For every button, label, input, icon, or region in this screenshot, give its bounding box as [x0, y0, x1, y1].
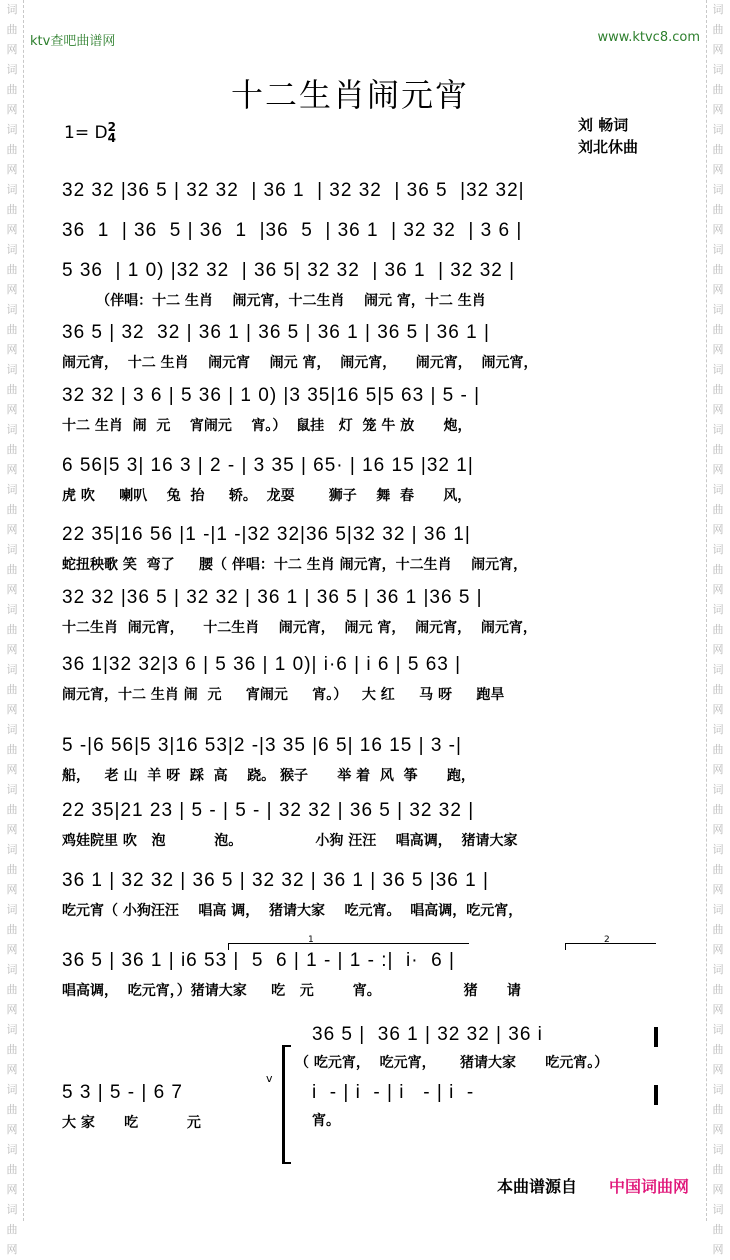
watermark-text: 词 曲 网: [6, 1203, 18, 1256]
watermark-text: 词 曲 网: [712, 423, 724, 476]
score-line-lyrics: 十二 生肖 闹 元 宵闹元 宵。） 鼠挂 灯 笼 牛 放 炮，: [62, 418, 472, 434]
score-line-notes: 6 56|5 3| 16 3 | 2 - | 3 35 | 65· | 16 15 |32 1|: [62, 455, 474, 476]
watermark-text: 词 曲 网: [6, 123, 18, 176]
watermark-text: 词 曲 网: [712, 63, 724, 116]
score-line-lyrics: 闹元宵， 十二 生肖 闹元宵 闹元 宵， 闹元宵， 闹元宵， 闹元宵，: [62, 355, 538, 371]
final-barline-upper: [654, 1027, 658, 1047]
watermark-text: 词 曲 网: [712, 303, 724, 356]
score-line-notes: 5 36 | 1 0) |32 32 | 36 5| 32 32 | 36 1 | 32 32 |: [62, 260, 516, 281]
watermark-text: 词 曲 网: [6, 543, 18, 596]
watermark-text: 词 曲 网: [712, 243, 724, 296]
time-sig-bottom: 4: [107, 131, 116, 145]
source-label: 本曲谱源自: [497, 1177, 578, 1196]
score-line-lyrics: 十二生肖 闹元宵， 十二生肖 闹元宵， 闹元 宵， 闹元宵， 闹元宵，: [62, 620, 537, 636]
watermark-text: 词 曲 网: [6, 843, 18, 896]
watermark-text: 词 曲 网: [712, 603, 724, 656]
right-watermark-column: [708, 0, 728, 1256]
watermark-text: 词 曲 网: [6, 243, 18, 296]
watermark-text: 词 曲 网: [6, 303, 18, 356]
volta-2-bracket: [565, 943, 656, 950]
score-line-lyrics: 吃元宵（ 小狗汪汪 唱高 调， 猪请大家 吃元宵。 唱高调，吃元宵，: [62, 903, 523, 919]
watermark-text: 词 曲 网: [6, 363, 18, 416]
watermark-text: 词 曲 网: [6, 1083, 18, 1136]
score-line-notes: 32 32 |36 5 | 32 32 | 36 1 | 36 5 | 36 1 |36 5 |: [62, 587, 483, 608]
watermark-text: 词 曲 网: [712, 543, 724, 596]
watermark-text: 词 曲 网: [712, 483, 724, 536]
score-line-notes: 32 32 |36 5 | 32 32 | 36 1 | 32 32 | 36 5 |32 32|: [62, 180, 525, 201]
final-barline-lower: [654, 1085, 658, 1105]
watermark-text: 词 曲 网: [6, 63, 18, 116]
source-site-link[interactable]: 中国词曲网: [609, 1177, 690, 1196]
watermark-text: 词 曲 网: [6, 1143, 18, 1196]
watermark-text: 词 曲 网: [6, 603, 18, 656]
key-label: 1= D: [64, 123, 108, 143]
score-line-lyrics: 鸡娃院里 吹 泡 泡。 小狗 汪汪 唱高调， 猪请大家: [62, 833, 518, 849]
score-line-lyrics: 大 家 吃 元: [62, 1115, 201, 1131]
watermark-text: 词 曲 网: [6, 3, 18, 56]
score-line-notes: 36 1 | 36 5 | 36 1 |36 5 | 36 1 | 32 32 | 3 6 |: [62, 220, 523, 241]
watermark-text: 词 曲 网: [6, 723, 18, 776]
watermark-text: 词 曲 网: [712, 363, 724, 416]
ending-bracket: [282, 1045, 291, 1164]
site-name-left[interactable]: ktv查吧曲谱网: [30, 34, 116, 49]
key-signature: [64, 122, 116, 144]
watermark-text: 词 曲 网: [712, 183, 724, 236]
composer-credit: 刘北休曲: [578, 138, 639, 156]
watermark-text: 词 曲 网: [6, 423, 18, 476]
volta-1-label: 1: [308, 935, 314, 945]
score-line-notes: 22 35|21 23 | 5 - | 5 - | 32 32 | 36 5 | 32 32 |: [62, 800, 475, 821]
watermark-text: 词 曲 网: [712, 1143, 724, 1196]
watermark-text: 词 曲 网: [712, 903, 724, 956]
site-url-right[interactable]: www.ktvc8.com: [597, 30, 700, 45]
score-line-notes: 36 1 | 32 32 | 36 5 | 32 32 | 36 1 | 36 5 |36 1 |: [62, 870, 489, 891]
watermark-text: 词 曲 网: [712, 783, 724, 836]
score-line-lyrics: 虎 吹 喇叭 兔 抬 轿。 龙耍 狮子 舞 春 风，: [62, 488, 472, 504]
score-line-notes: 36 1|32 32|3 6 | 5 36 | 1 0)| i·6 | i 6 | 5 63 |: [62, 654, 462, 675]
volta-1-bracket: [228, 943, 469, 950]
volta-2-label: 2: [604, 935, 610, 945]
score-line-notes: 36 5 | 32 32 | 36 1 | 36 5 | 36 1 | 36 5 | 36 1 |: [62, 322, 490, 343]
song-title: 十二生肖闹元宵: [230, 76, 469, 114]
watermark-text: 词 曲 网: [712, 123, 724, 176]
watermark-text: 词 曲 网: [6, 1023, 18, 1076]
watermark-text: 词 曲 网: [712, 1023, 724, 1076]
time-sig-top: 2: [107, 120, 116, 134]
score-line-lyrics: 蛇扭秧歌 笑 弯了 腰（ 伴唱：十二 生肖 闹元宵，十二生肖 闹元宵，: [62, 557, 528, 573]
watermark-text: 词 曲 网: [6, 663, 18, 716]
watermark-text: 词 曲 网: [6, 183, 18, 236]
score-line-lyrics: 船， 老 山 羊 呀 踩 高 跷。 猴子 举 着 风 筝 跑，: [62, 768, 475, 784]
watermark-text: 词 曲 网: [712, 843, 724, 896]
right-dashed-border: [706, 0, 707, 1221]
watermark-text: 词 曲 网: [712, 723, 724, 776]
watermark-text: 词 曲 网: [712, 663, 724, 716]
left-dashed-border: [23, 0, 24, 1221]
score-line-lyrics: 闹元宵，十二 生肖 闹 元 宵闹元 宵。） 大 红 马 呀 跑旱: [62, 687, 505, 703]
score-line-lyrics: 唱高调， 吃元宵，）猪请大家 吃 元 宵。 猪 请: [62, 983, 521, 999]
watermark-text: 词 曲 网: [712, 3, 724, 56]
lyricist-credit: 刘 畅词: [578, 116, 629, 134]
score-line-notes: 5 3 | 5 - | 6 7: [62, 1082, 183, 1103]
breath-mark: v: [266, 1072, 273, 1085]
ending-lower-lyrics: 宵。: [312, 1113, 340, 1129]
watermark-text: 词 曲 网: [712, 1083, 724, 1136]
watermark-text: 词 曲 网: [712, 963, 724, 1016]
time-signature: [108, 122, 116, 144]
score-line-notes: 5 -|6 56|5 3|16 53|2 -|3 35 |6 5| 16 15 | 3 -|: [62, 735, 462, 756]
ending-upper-notes: 36 5 | 36 1 | 32 32 | 36 i: [312, 1024, 543, 1045]
watermark-text: 词 曲 网: [6, 903, 18, 956]
score-line-notes: 22 35|16 56 |1 -|1 -|32 32|36 5|32 32 | 36 1|: [62, 524, 471, 545]
left-watermark-column: [2, 0, 22, 1256]
watermark-text: 词 曲 网: [712, 1203, 724, 1256]
ending-upper-lyrics: （ 吃元宵， 吃元宵， 猪请大家 吃元宵。）: [295, 1055, 609, 1071]
score-line-notes: 36 5 | 36 1 | i6 53 | 5 6 | 1 - | 1 - :| i· 6 |: [62, 950, 455, 971]
watermark-text: 词 曲 网: [6, 483, 18, 536]
watermark-text: 词 曲 网: [6, 963, 18, 1016]
score-line-lyrics: （伴唱：十二 生肖 闹元宵，十二生肖 闹元 宵，十二 生肖: [62, 293, 486, 309]
watermark-text: 词 曲 网: [6, 783, 18, 836]
ending-lower-notes: i - | i - | i - | i -: [312, 1082, 475, 1103]
score-line-notes: 32 32 | 3 6 | 5 36 | 1 0) |3 35|16 5|5 63 | 5 - |: [62, 385, 481, 406]
